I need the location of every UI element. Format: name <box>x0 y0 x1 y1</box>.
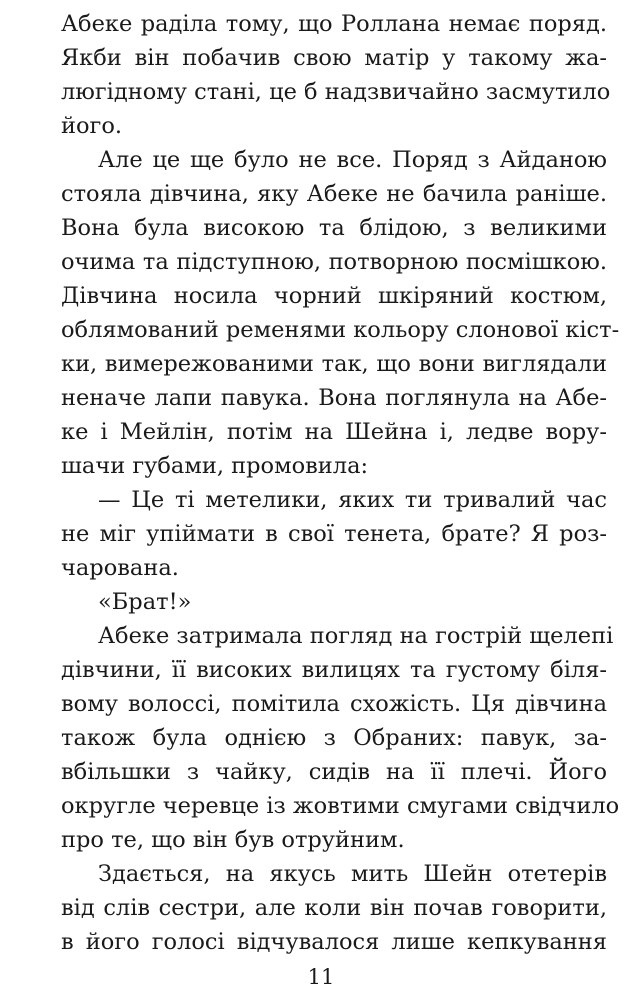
text-line: ке і Мейлін, потім на Шейна і, ледве вору- <box>61 419 607 445</box>
text-line: дівчини, її високих вилицях та густому біля- <box>61 657 607 683</box>
text-line: Вона була високою та блідою, з великими <box>61 215 607 241</box>
text-line: Абеке затримала погляд на гострій щелепі <box>98 623 614 649</box>
text-line: стояла дівчина, яку Абеке не бачила раніше. <box>61 181 607 207</box>
text-line: також була однією з Обраних: павук, за- <box>61 725 607 751</box>
text-line: вому волоссі, помітила схожість. Ця дівчина <box>61 691 607 717</box>
text-line: вбільшки з чайку, сидів на її плечі. Його <box>61 759 607 785</box>
text-line: шачи губами, промовила: <box>61 453 369 479</box>
text-line: ки, вимережованими так, що вони виглядали <box>61 351 607 377</box>
text-line: чарована. <box>61 555 179 581</box>
text-line: від слів сестри, але коли він почав говорити, <box>61 895 607 921</box>
text-line: облямований ременями кольору слонової кіст- <box>61 317 620 343</box>
text-line: Дівчина носила чорний шкіряний костюм, <box>61 283 607 309</box>
text-line: Абеке раділа тому, що Роллана немає поряд. <box>61 11 607 37</box>
text-line: — Це ті метелики, яких ти тривалий час <box>98 487 607 513</box>
text-line: Здається, на якусь мить Шейн отетерів <box>98 861 607 887</box>
text-line: «Брат!» <box>98 589 192 615</box>
text-line: Якби він побачив свою матір у такому жа- <box>61 45 607 71</box>
text-line: не міг упіймати в свої тенета, брате? Я роз- <box>61 521 607 547</box>
text-line: про те, що він був отруйним. <box>61 827 405 853</box>
text-line: округле черевце із жовтими смугами свідчило <box>61 793 620 819</box>
text-line: в його голосі відчувалося лише кепкування <box>61 929 607 955</box>
text-line: його. <box>61 113 123 139</box>
text-line: люгідному стані, це б надзвичайно засмутило <box>61 79 611 105</box>
text-line: очима та підступною, потворною посмішкою. <box>61 249 607 275</box>
text-line: неначе лапи павука. Вона поглянула на Абе- <box>61 385 607 411</box>
page-number: 11 <box>307 965 335 989</box>
text-line: Але це ще було не все. Поряд з Айданою <box>98 147 607 173</box>
